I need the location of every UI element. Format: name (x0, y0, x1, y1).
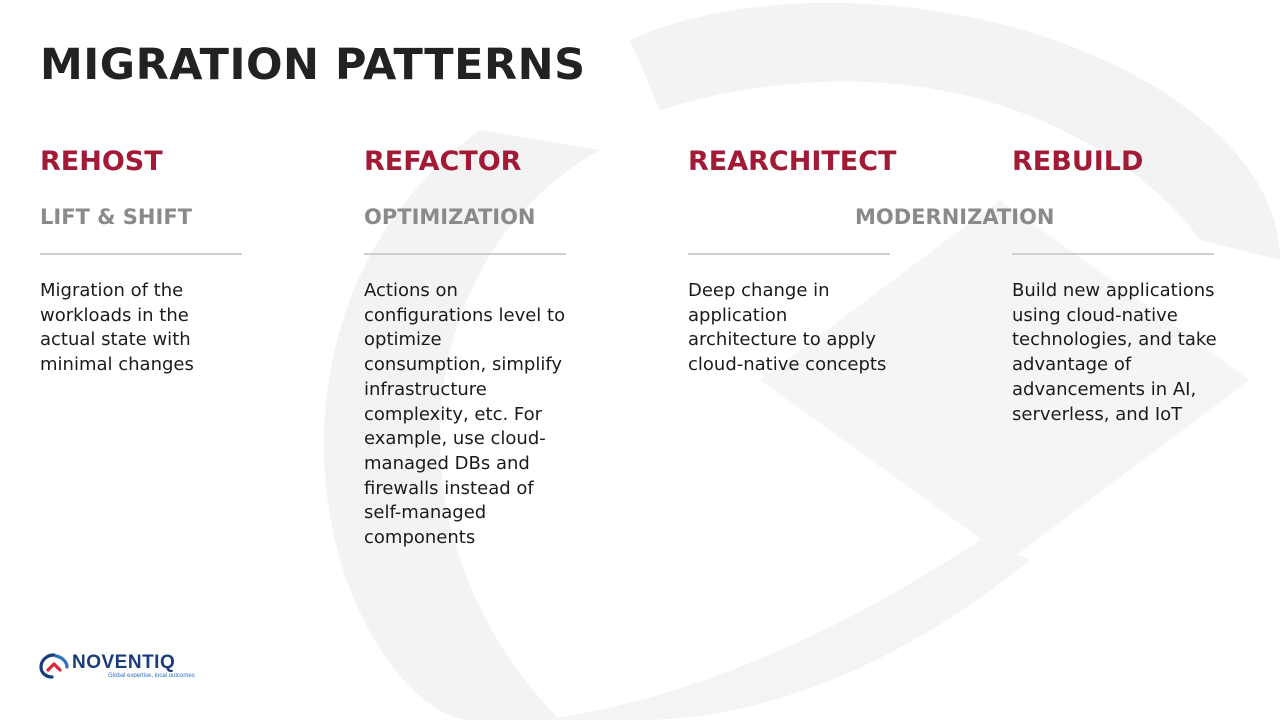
subtitle-optimization: OPTIMIZATION (364, 205, 536, 229)
logo-tagline: Global expertise, local outcomes (108, 672, 195, 679)
heading-rebuild: REBUILD (1012, 146, 1144, 177)
heading-rearchitect: REARCHITECT (688, 146, 897, 177)
logo-name: NOVENTIQ (72, 651, 176, 673)
noventiq-logo (38, 652, 195, 680)
heading-rehost: REHOST (40, 146, 163, 177)
divider-rebuild (1012, 253, 1214, 255)
divider-refactor (364, 253, 566, 255)
subtitle-lift-shift: LIFT & SHIFT (40, 205, 192, 229)
body-rehost: Migration of the workloads in the actual state with minimal changes (40, 280, 194, 376)
subtitle-modernization: MODERNIZATION (855, 205, 1055, 229)
slide-title: MIGRATION PATTERNS (40, 40, 586, 90)
body-refactor: Actions on configurations level to optimize consumption, simplify infrastructure complexity, etc. For example, use cloud-managed DBs and firewalls instead of self-managed components (364, 280, 566, 549)
body-rearchitect: Deep change in application architecture to apply cloud-native concepts (688, 280, 887, 376)
divider-rearchitect (688, 253, 890, 255)
body-rebuild: Build new applications using cloud-native technologies, and take advantage of advancements in AI, serverless, and IoT (1012, 280, 1217, 425)
heading-refactor: REFACTOR (364, 146, 522, 177)
noventiq-logo-mark-icon (38, 652, 70, 680)
divider-rehost (40, 253, 242, 255)
